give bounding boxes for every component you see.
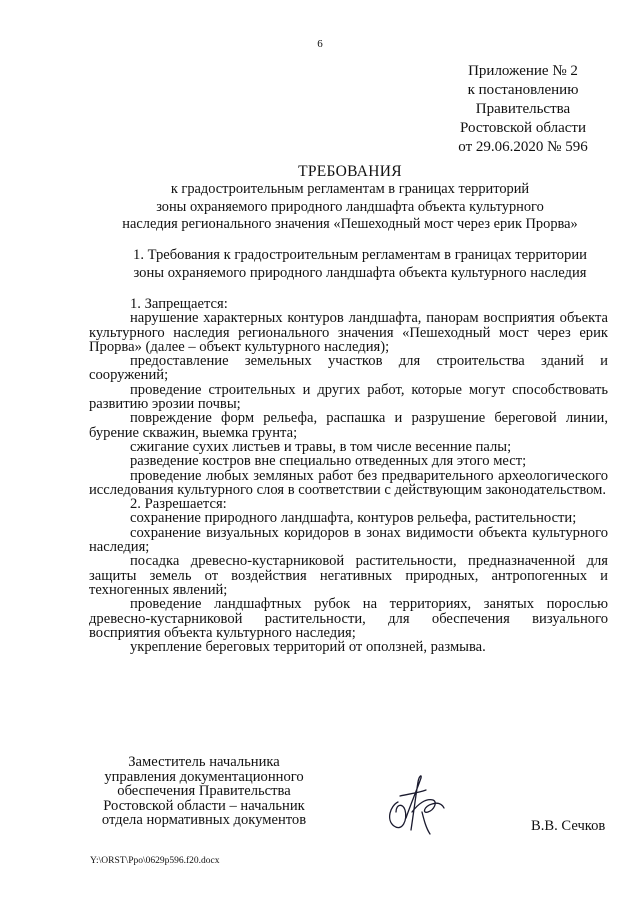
signature-stroke (412, 800, 444, 813)
prohibited-item: повреждение форм рельефа, распашка и разрушение береговой линии, бурение скважин, выемка грунта; (89, 410, 608, 441)
prohibited-item: предоставление земельных участков для строительства зданий и сооружений; (89, 353, 608, 384)
signer-position-block (90, 755, 318, 828)
permitted-item: сохранение визуальных коридоров в зонах видимости объекта культурного наследия; (89, 524, 608, 556)
signer-name: В.В. Сечков (531, 818, 606, 834)
subtitle-line: к градостроительным регламентам в границах территорий (170, 181, 530, 197)
signer-position-line: Заместитель начальника (128, 754, 280, 770)
appendix-line: Приложение № 2 (468, 63, 578, 79)
section-heading (80, 246, 640, 282)
document-title: ТРЕБОВАНИЯ (298, 163, 402, 180)
file-path: Y:\ORST\Ppo\0629p596.f20.docx (90, 856, 220, 866)
document-subtitle (80, 181, 620, 234)
prohibited-item: сжигание сухих листьев и травы, в том числе весенние палы; (130, 438, 512, 455)
title-block (80, 163, 620, 234)
signer-position-line: управления документационного (104, 768, 304, 785)
permitted-item: сохранение природного ландшафта, контуров рельефа, растительности; (130, 510, 577, 527)
signer-position-line: обеспечения Правительства (117, 783, 291, 800)
appendix-block (448, 62, 598, 157)
prohibited-item: проведение строительных и других работ, которые могут способствовать развитию эрозии почвы; (89, 381, 608, 413)
signature-stroke (406, 776, 421, 830)
appendix-line: Правительства (475, 101, 571, 117)
prohibited-item: проведение любых земляных работ без предварительного археологического исследования культурного слоя в соответствии с действующим законодательством. (89, 467, 608, 498)
signature-stroke (422, 812, 430, 834)
signer-position-line: отдела нормативных документов (101, 812, 307, 829)
appendix-line: от 29.06.2020 № 596 (458, 139, 588, 155)
handwritten-signature (378, 768, 450, 838)
permitted-item: посадка древесно-кустарниковой растительности, предназначенной для защиты земель от воздействия негативных природных, антропогенных и техногенных явлений; (89, 553, 608, 598)
permitted-item: проведение ландшафтных рубок на территориях, занятых порослью древесно-кустарниковой растительности, для обеспечения визуального восприятия объекта культурного наследия; (89, 596, 608, 641)
body-text (89, 297, 608, 654)
subtitle-line: наследия регионального значения «Пешеходный мост через ерик Прорва» (122, 216, 578, 232)
prohibited-item: нарушение характерных контуров ландшафта, панорам восприятия объекта культурного наследия регионального значения «Пешеходный мост через ерик Прорва» (далее – объект культурного наследия); (89, 310, 608, 355)
signature-stroke (390, 802, 406, 828)
appendix-line: Ростовской области (460, 120, 586, 136)
section-heading-line: 1. Требования к градостроительным регламентам в границах территории (133, 247, 587, 263)
prohibited-label: 1. Запрещается: (130, 296, 228, 312)
page-number: 6 (317, 38, 323, 50)
permitted-item: укрепление береговых территорий от оползней, размыва. (130, 639, 486, 656)
prohibited-item: разведение костров вне специально отведенных для этого мест; (130, 453, 527, 470)
signature-stroke (400, 790, 426, 796)
section-heading-line: зоны охраняемого природного ландшафта объекта культурного наследия (133, 265, 587, 281)
permitted-label: 2. Разрешается: (130, 496, 227, 513)
appendix-line: к постановлению (467, 82, 579, 98)
signer-position-line: Ростовской области – начальник (103, 797, 305, 814)
subtitle-line: зоны охраняемого природного ландшафта объекта культурного (156, 198, 544, 215)
